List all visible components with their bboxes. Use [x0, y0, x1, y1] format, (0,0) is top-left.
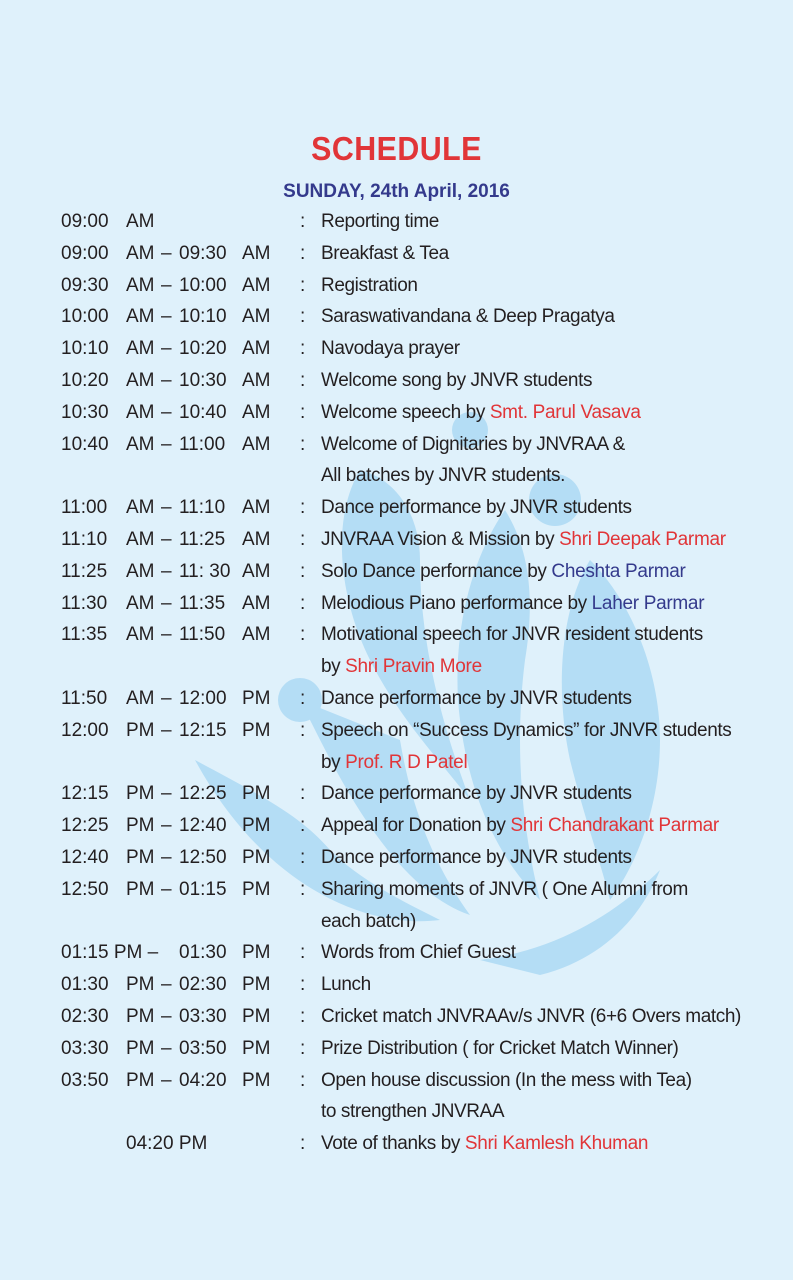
end-meridiem: AM: [242, 338, 271, 360]
start-meridiem: PM: [126, 719, 155, 741]
end-meridiem: AM: [242, 529, 271, 550]
end-time: 10:40: [179, 401, 227, 423]
schedule-row: [0, 402, 793, 433]
schedule-row: [0, 688, 793, 719]
schedule-row: [0, 593, 793, 624]
end-time: 11:25: [179, 529, 226, 550]
description-text: Appeal for Donation by: [321, 815, 511, 837]
end-meridiem: AM: [242, 497, 271, 519]
start-time: 09:30: [61, 274, 109, 296]
time-dash: –: [161, 338, 172, 360]
activity-description: [321, 529, 726, 551]
schedule-row: [0, 306, 793, 337]
activity-description: [321, 720, 731, 742]
activity-description: [321, 1038, 678, 1060]
start-meridiem: PM: [126, 847, 155, 868]
start-time: 10:10: [61, 338, 109, 360]
separator-colon: :: [300, 783, 306, 805]
start-time: 09:00: [61, 242, 109, 264]
separator-colon: :: [300, 1133, 306, 1155]
start-meridiem: PM: [126, 783, 155, 805]
description-text: Dance performance by JNVR students: [321, 847, 632, 868]
end-time: 02:30: [179, 974, 227, 996]
activity-description: [321, 752, 467, 774]
separator-colon: :: [300, 592, 306, 614]
separator-colon: :: [300, 1069, 306, 1091]
end-meridiem: AM: [242, 560, 271, 582]
schedule-row: [0, 879, 793, 910]
time-dash: –: [161, 974, 172, 996]
activity-description: [321, 402, 641, 424]
separator-colon: :: [300, 878, 306, 900]
time-dash: –: [161, 783, 172, 805]
speaker-name: Laher Parmar: [591, 592, 705, 614]
description-text: each batch): [321, 910, 416, 932]
end-meridiem: AM: [242, 274, 271, 296]
description-text: Welcome song by JNVR students: [321, 370, 593, 391]
schedule-row: [0, 243, 793, 274]
activity-description: [321, 688, 632, 710]
description-text: “Success Dynamics”: [413, 719, 580, 741]
activity-description: [321, 561, 686, 583]
separator-colon: :: [300, 1037, 306, 1059]
schedule-row: [0, 211, 793, 242]
activity-description: [321, 338, 460, 360]
speaker-name: Shri Pravin More: [345, 656, 482, 678]
activity-description: [321, 497, 632, 519]
speaker-name: Shri Chandrakant Parmar: [510, 815, 719, 837]
time-dash: –: [161, 1006, 172, 1027]
start-time: 11:50: [61, 688, 108, 709]
separator-colon: :: [300, 529, 306, 550]
end-meridiem: PM: [242, 1006, 271, 1027]
activity-description: [321, 911, 416, 933]
end-meridiem: PM: [242, 1069, 271, 1091]
activity-description: [321, 942, 516, 964]
end-time: 11: 30: [179, 560, 231, 582]
schedule-row: [0, 783, 793, 814]
end-meridiem: AM: [242, 306, 271, 328]
schedule-row: [0, 434, 793, 465]
time-dash: –: [161, 560, 172, 582]
start-time: 11:10: [61, 529, 108, 550]
end-meridiem: PM: [242, 688, 271, 709]
end-time: 12:40: [179, 815, 227, 837]
description-text: Registration: [321, 274, 418, 296]
schedule-row: [0, 338, 793, 369]
activity-description: [321, 1006, 741, 1028]
start-time: 11:35: [61, 624, 108, 646]
description-text: Solo Dance performance by: [321, 560, 552, 582]
start-meridiem: AM: [126, 624, 155, 646]
start-time: 10:20: [61, 370, 109, 391]
description-text: by: [321, 751, 346, 773]
activity-description: [321, 1101, 504, 1123]
separator-colon: :: [300, 370, 306, 391]
start-time: 11:00: [61, 497, 108, 519]
end-time: 10:10: [179, 306, 227, 328]
end-time: 12:00: [179, 688, 227, 709]
speaker-name: Smt. Parul Vasava: [489, 401, 641, 423]
activity-description: [321, 974, 371, 996]
start-time: 12:00: [61, 719, 109, 741]
description-text: Melodious Piano performance by: [321, 592, 592, 614]
start-time: 12:15: [61, 783, 109, 805]
activity-description: [321, 275, 418, 297]
separator-colon: :: [300, 338, 306, 360]
separator-colon: :: [300, 560, 306, 582]
schedule-row: [0, 720, 793, 751]
end-time: 11:50: [179, 624, 226, 646]
end-time: 01:15: [179, 878, 227, 900]
activity-description: [321, 593, 704, 615]
end-time: 12:25: [179, 783, 227, 805]
end-time: 10:00: [179, 274, 227, 296]
activity-description: [321, 434, 625, 456]
start-meridiem: AM: [126, 529, 155, 550]
start-meridiem: PM: [126, 1069, 155, 1091]
time-dash: –: [161, 242, 172, 264]
end-meridiem: AM: [242, 242, 271, 264]
end-meridiem: PM: [242, 942, 271, 964]
schedule-row: [0, 974, 793, 1005]
start-time: 01:15 PM –: [61, 942, 159, 964]
schedule-row: [0, 1133, 793, 1164]
time-dash: –: [161, 529, 172, 550]
activity-description: [321, 656, 482, 678]
activity-description: [321, 243, 449, 265]
activity-description: [321, 815, 719, 837]
activity-description: [321, 783, 632, 805]
activity-description: [321, 879, 688, 901]
end-time: 03:30: [179, 1006, 227, 1027]
description-text: Breakfast & Tea: [321, 242, 449, 264]
schedule-row: [0, 847, 793, 878]
separator-colon: :: [300, 306, 306, 328]
end-time: 12:15: [179, 719, 227, 741]
end-time: 12:50: [179, 847, 227, 868]
schedule-row: [0, 497, 793, 528]
description-text: Navodaya prayer: [321, 338, 460, 360]
schedule-row: [0, 529, 793, 560]
separator-colon: :: [300, 433, 306, 455]
schedule-row: [0, 624, 793, 655]
description-text: to strengthen JNVRAA: [321, 1101, 505, 1123]
end-meridiem: PM: [242, 815, 271, 837]
time-dash: –: [161, 815, 172, 837]
start-meridiem: PM: [126, 1006, 155, 1027]
schedule-row-continuation: [0, 1101, 793, 1132]
description-text: Reporting time: [321, 211, 439, 232]
start-meridiem: AM: [126, 560, 155, 582]
end-meridiem: PM: [242, 719, 271, 741]
speaker-name: Cheshta Parmar: [551, 560, 686, 582]
schedule-date: SUNDAY, 24th April, 2016: [283, 181, 510, 202]
end-meridiem: AM: [242, 401, 271, 423]
separator-colon: :: [300, 719, 306, 741]
end-meridiem: PM: [242, 783, 271, 805]
schedule-row: [0, 815, 793, 846]
time-dash: –: [161, 274, 172, 296]
start-time: 04:20 PM: [126, 1133, 208, 1155]
description-text: Sharing moments of JNVR ( One Alumni from: [321, 878, 688, 900]
description-text: for JNVR students: [579, 719, 732, 741]
time-dash: –: [161, 306, 172, 328]
description-text: Dance performance by JNVR students: [321, 783, 632, 805]
separator-colon: :: [300, 211, 306, 232]
start-meridiem: AM: [126, 306, 155, 328]
description-text: Dance performance by JNVR students: [321, 688, 632, 709]
start-meridiem: PM: [126, 878, 155, 900]
time-dash: –: [161, 624, 172, 646]
end-time: 01:30: [179, 942, 227, 964]
start-meridiem: AM: [126, 274, 155, 296]
end-time: 10:30: [179, 370, 227, 391]
end-time: 04:20: [179, 1069, 227, 1091]
separator-colon: :: [300, 1006, 306, 1027]
description-text: Welcome of Dignitaries by JNVRAA &: [321, 433, 625, 455]
time-dash: –: [161, 1037, 172, 1059]
description-text: by: [321, 656, 346, 678]
schedule-row: [0, 942, 793, 973]
activity-description: [321, 211, 439, 233]
description-text: Welcome speech by: [321, 401, 490, 423]
start-meridiem: AM: [126, 497, 155, 519]
start-time: 12:40: [61, 847, 109, 868]
speaker-name: Prof. R D Patel: [345, 751, 468, 773]
end-meridiem: PM: [242, 847, 271, 868]
activity-description: [321, 1070, 692, 1092]
time-dash: –: [161, 1069, 172, 1091]
start-time: 10:40: [61, 433, 109, 455]
schedule-row-continuation: [0, 911, 793, 942]
schedule-row: [0, 370, 793, 401]
description-text: Speech on: [321, 719, 414, 741]
description-text: Open house discussion (In the mess with Tea): [321, 1069, 692, 1091]
time-dash: –: [161, 847, 172, 868]
start-time: 11:25: [61, 560, 108, 582]
schedule-row-continuation: [0, 752, 793, 783]
end-meridiem: PM: [242, 974, 271, 996]
time-dash: –: [161, 433, 172, 455]
end-time: 11:35: [179, 592, 226, 614]
schedule-row: [0, 1006, 793, 1037]
start-time: 12:25: [61, 815, 109, 837]
start-time: 01:30: [61, 974, 109, 996]
separator-colon: :: [300, 497, 306, 519]
start-meridiem: AM: [126, 401, 155, 423]
schedule-row: [0, 1070, 793, 1101]
separator-colon: :: [300, 974, 306, 996]
activity-description: [321, 306, 615, 328]
description-text: Vote of thanks by: [321, 1133, 465, 1155]
activity-description: [321, 1133, 648, 1155]
end-meridiem: AM: [242, 592, 271, 614]
page-title: SCHEDULE: [311, 130, 482, 167]
end-meridiem: AM: [242, 624, 271, 646]
separator-colon: :: [300, 942, 306, 964]
end-meridiem: PM: [242, 1037, 271, 1059]
schedule-row: [0, 561, 793, 592]
end-time: 11:10: [179, 497, 226, 519]
start-meridiem: AM: [126, 433, 155, 455]
end-meridiem: AM: [242, 370, 271, 391]
start-meridiem: AM: [126, 592, 155, 614]
schedule-row: [0, 275, 793, 306]
time-dash: –: [161, 370, 172, 391]
start-meridiem: AM: [126, 370, 155, 391]
description-text: All batches by JNVR students.: [321, 465, 565, 487]
start-meridiem: AM: [126, 211, 155, 232]
time-dash: –: [161, 878, 172, 900]
description-text: Lunch: [321, 974, 371, 996]
start-time: 10:30: [61, 401, 109, 423]
separator-colon: :: [300, 401, 306, 423]
end-time: 09:30: [179, 242, 227, 264]
start-time: 09:00: [61, 211, 109, 232]
start-meridiem: PM: [126, 974, 155, 996]
end-time: 10:20: [179, 338, 227, 360]
separator-colon: :: [300, 847, 306, 868]
start-time: 02:30: [61, 1006, 109, 1027]
time-dash: –: [161, 401, 172, 423]
separator-colon: :: [300, 624, 306, 646]
start-meridiem: PM: [126, 815, 155, 837]
speaker-name: Shri Deepak Parmar: [559, 529, 726, 550]
activity-description: [321, 624, 703, 646]
separator-colon: :: [300, 815, 306, 837]
activity-description: [321, 465, 565, 487]
time-dash: –: [161, 592, 172, 614]
time-dash: –: [161, 719, 172, 741]
separator-colon: :: [300, 274, 306, 296]
activity-description: [321, 847, 632, 869]
separator-colon: :: [300, 242, 306, 264]
end-meridiem: AM: [242, 433, 271, 455]
start-meridiem: AM: [126, 338, 155, 360]
speaker-name: Shri Kamlesh Khuman: [464, 1133, 649, 1155]
description-text: Motivational speech for JNVR resident students: [321, 624, 703, 646]
time-dash: –: [161, 688, 172, 709]
start-meridiem: PM: [126, 1037, 155, 1059]
start-meridiem: AM: [126, 242, 155, 264]
description-text: Words from Chief Guest: [321, 942, 516, 964]
description-text: Saraswativandana & Deep Pragatya: [321, 306, 615, 328]
start-time: 12:50: [61, 878, 109, 900]
activity-description: [321, 370, 592, 392]
start-time: 03:50: [61, 1069, 109, 1091]
time-dash: –: [161, 497, 172, 519]
end-meridiem: PM: [242, 878, 271, 900]
schedule-row-continuation: [0, 465, 793, 496]
end-time: 11:00: [179, 433, 226, 455]
description-text: Prize Distribution ( for Cricket Match Winner): [321, 1037, 679, 1059]
description-text: JNVRAA Vision & Mission by: [321, 529, 560, 550]
end-time: 03:50: [179, 1037, 227, 1059]
schedule-row: [0, 1038, 793, 1069]
start-meridiem: AM: [126, 688, 155, 709]
schedule-row-continuation: [0, 656, 793, 687]
description-text: Cricket match JNVRAAv/s JNVR (6+6 Overs match): [321, 1006, 741, 1027]
description-text: Dance performance by JNVR students: [321, 497, 632, 519]
start-time: 11:30: [61, 592, 108, 614]
separator-colon: :: [300, 688, 306, 709]
start-time: 10:00: [61, 306, 109, 328]
start-time: 03:30: [61, 1037, 109, 1059]
